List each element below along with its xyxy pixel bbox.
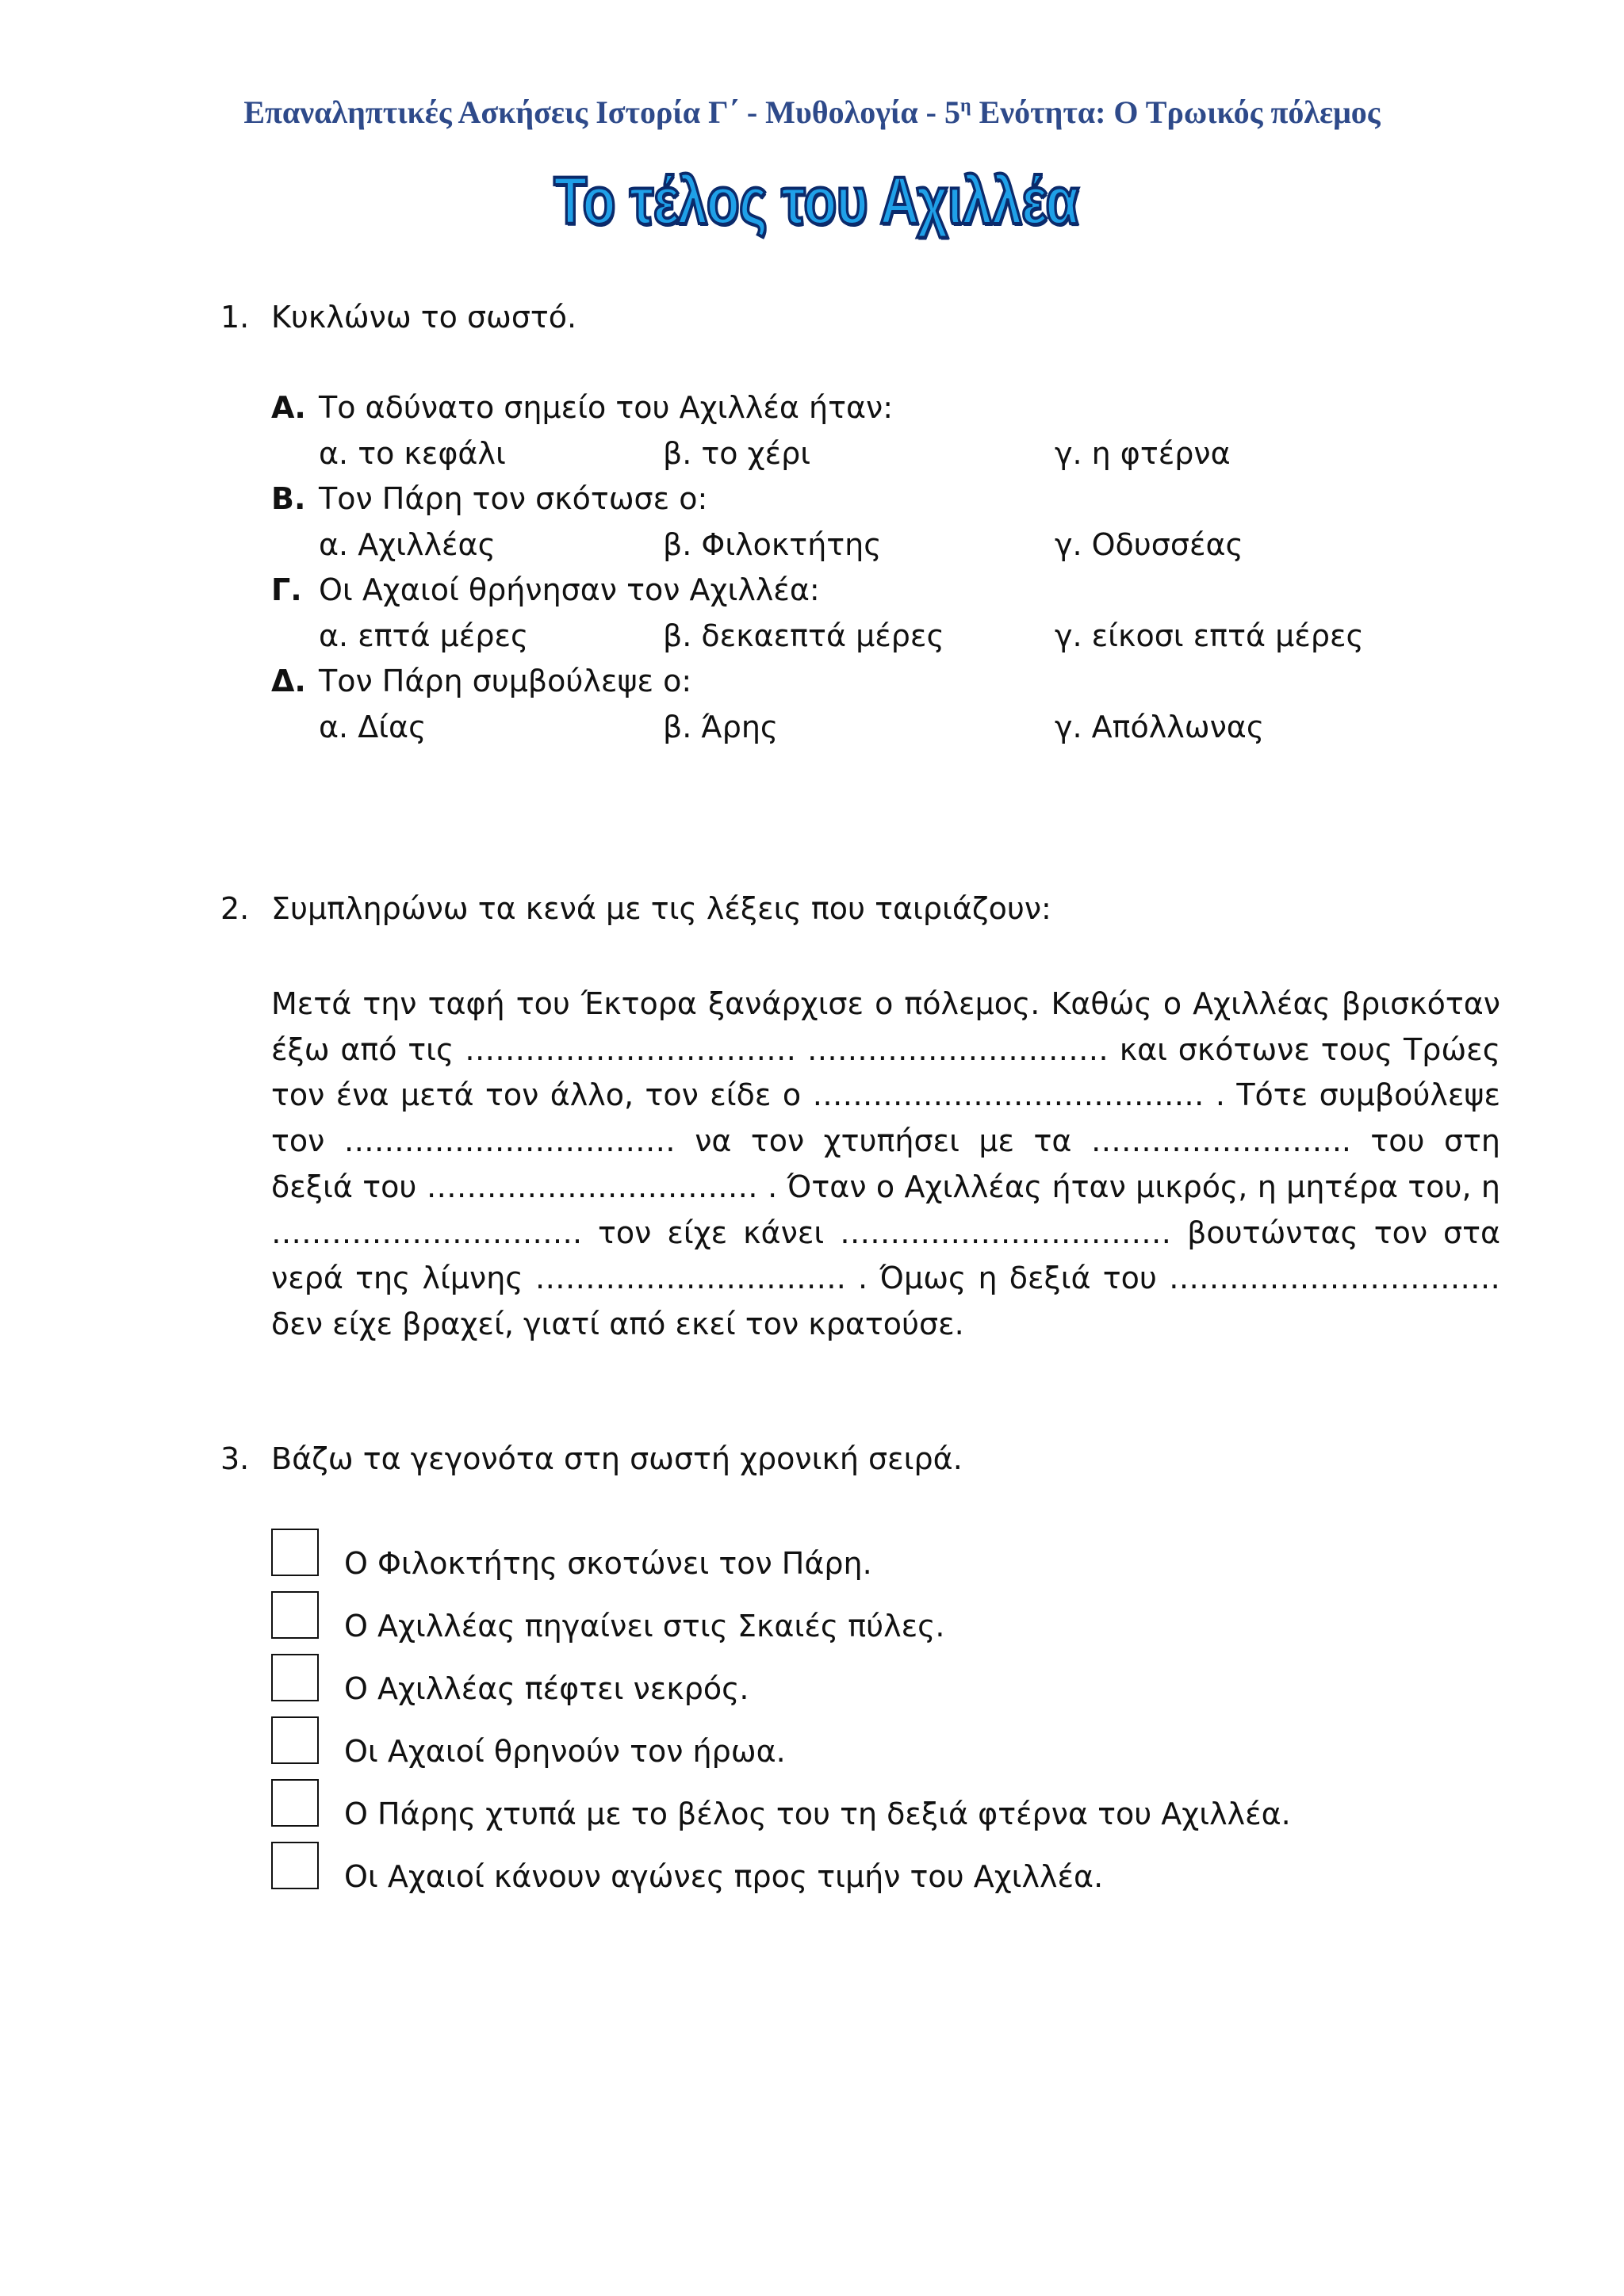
event-item: Ο Αχιλλέας πέφτει νεκρός. — [344, 1671, 749, 1706]
mc-item-b-question: Τον Πάρη τον σκότωσε ο: — [319, 481, 708, 516]
question-1-number: 1. — [220, 300, 250, 335]
fill-in-paragraph[interactable]: Μετά την ταφή του Έκτορα ξανάρχισε ο πόλεμος. Καθώς ο Αχιλλέας βρισκόταν έξω από τις …………………………… ………………………… και σκότωνε τους Τρώες τον ένα μετά τον άλλο, τον είδε ο ………………………………… . Τότε συμβούλεψε τον …………………………… να τον χτυπήσει με τα …………………….. του στη δεξιά του …………………………… . Όταν ο Αχιλλέας ήταν μικρός, η μητέρα του, η …………………………. τον είχε κάνει …………………………… βουτώντας τον στα νερά της λίμνης …………………………. . Όμως η δεξιά του …………………………… δεν είχε βραχεί, γιατί από εκεί τον κρατούσε. — [271, 986, 1500, 1341]
header-suffix: Ενότητα: Ο Τρωικός πόλεμος — [971, 94, 1381, 130]
mc-item-a-option-b[interactable]: β. το χέρι — [663, 436, 811, 471]
event-item: Ο Αχιλλέας πηγαίνει στις Σκαιές πύλες. — [344, 1609, 945, 1644]
mc-item-c-option-b[interactable]: β. δεκαεπτά μέρες — [663, 618, 944, 653]
mc-item-d-question: Τον Πάρη συμβούλεψε ο: — [319, 664, 692, 698]
question-1-instruction: Κυκλώνω το σωστό. — [271, 300, 577, 335]
order-box[interactable] — [271, 1654, 319, 1701]
question-3-instruction: Βάζω τα γεγονότα στη σωστή χρονική σειρά. — [271, 1441, 963, 1476]
mc-item-b-letter: Β. — [271, 481, 306, 516]
header-prefix: Επαναληπτικές Ασκήσεις Ιστορία Γ΄ - Μυθολογία - 5 — [243, 94, 960, 130]
question-2-number: 2. — [220, 891, 250, 926]
order-box[interactable] — [271, 1591, 319, 1639]
event-item: Οι Αχαιοί κάνουν αγώνες προς τιμήν του Αχιλλέα. — [344, 1859, 1104, 1894]
mc-item-c-option-a[interactable]: α. επτά μέρες — [319, 618, 529, 653]
mc-item-b-option-b[interactable]: β. Φιλοκτήτης — [663, 527, 882, 562]
order-box[interactable] — [271, 1779, 319, 1827]
mc-item-c-option-c[interactable]: γ. είκοσι επτά μέρες — [1055, 618, 1364, 653]
worksheet-header — [0, 94, 1624, 131]
event-item: Οι Αχαιοί θρηνούν τον ήρωα. — [344, 1734, 786, 1769]
worksheet-title: Το τέλος του Αχιλλέα — [553, 163, 1078, 238]
header-superscript: η — [959, 95, 971, 117]
event-item: Ο Φιλοκτήτης σκοτώνει τον Πάρη. — [344, 1546, 872, 1581]
order-box[interactable] — [271, 1716, 319, 1764]
mc-item-c-letter: Γ. — [271, 572, 302, 607]
order-box[interactable] — [271, 1529, 319, 1576]
mc-item-b-option-c[interactable]: γ. Οδυσσέας — [1055, 527, 1243, 562]
mc-item-d-letter: Δ. — [271, 664, 306, 698]
mc-item-c-question: Οι Αχαιοί θρήνησαν τον Αχιλλέα: — [319, 572, 820, 607]
mc-item-b-option-a[interactable]: α. Αχιλλέας — [319, 527, 496, 562]
mc-item-d-option-c[interactable]: γ. Απόλλωνας — [1055, 710, 1265, 744]
mc-item-d-option-a[interactable]: α. Δίας — [319, 710, 427, 744]
mc-item-d-option-b[interactable]: β. Άρης — [663, 710, 779, 744]
event-item: Ο Πάρης χτυπά με το βέλος του τη δεξιά φτέρνα του Αχιλλέα. — [344, 1797, 1291, 1831]
mc-item-a-option-a[interactable]: α. το κεφάλι — [319, 436, 506, 471]
mc-item-a-question: Το αδύνατο σημείο του Αχιλλέα ήταν: — [319, 390, 894, 425]
question-2-instruction: Συμπληρώνω τα κενά με τις λέξεις που ταιριάζουν: — [271, 891, 1051, 926]
mc-item-a-letter: Α. — [271, 390, 306, 425]
question-3-number: 3. — [220, 1441, 250, 1476]
mc-item-a-option-c[interactable]: γ. η φτέρνα — [1055, 436, 1231, 471]
order-box[interactable] — [271, 1842, 319, 1889]
